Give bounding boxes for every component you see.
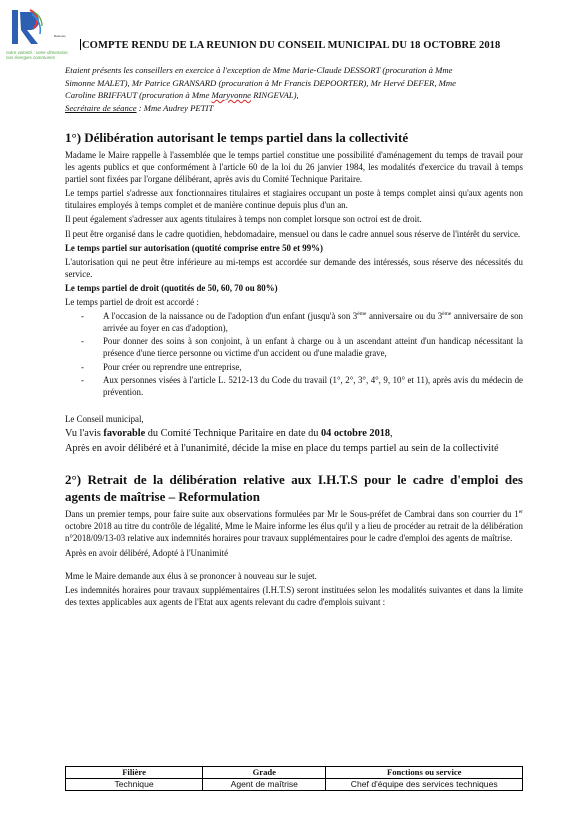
column-header-fonctions: Fonctions ou service bbox=[326, 767, 523, 779]
list-item-text: Aux personnes visées à l'article L. 5212-13 du Code du travail (1°, 2°, 3°, 4°, 9, 10° et 11), après avis du médecin de prévention. bbox=[103, 374, 523, 397]
section-2-paragraph: Mme le Maire demande aux élus à se prononcer à nouveau sur le sujet. bbox=[65, 570, 317, 581]
attendance-line-3-start: Caroline BRIFFAUT (procuration à Mme bbox=[65, 90, 212, 100]
section-1-paragraph: Madame le Maire rappelle à l'assemblée que le temps partiel constitue une possibilité d'aménagement du temps de travail pour les agents publics et que conformément à l'article 60 de la loi du 26 janvier 1984, les modalités d'exercice du travail à temps partiel sont fixées par l'organe délibérant, après avis du Comité Technique Paritaire. bbox=[65, 150, 523, 185]
secretary-label: Secrétaire de séance bbox=[65, 102, 137, 113]
attendance-line-2: Simonne MALET), Mr Patrice GRANSARD (procuration à Mr Francis DEPOORTER), Mr Hervé DEFER, Mme bbox=[65, 77, 457, 88]
table-header-row bbox=[66, 767, 523, 779]
table-row bbox=[66, 779, 523, 791]
conditions-list bbox=[65, 310, 523, 398]
list-item bbox=[81, 361, 523, 373]
section-1-paragraph: Le temps partiel de droit est accordé : bbox=[65, 297, 199, 308]
table-cell: Agent de maîtrise bbox=[203, 779, 326, 791]
council-line: Le Conseil municipal, bbox=[65, 413, 144, 424]
column-header-grade: Grade bbox=[203, 767, 326, 779]
logo-tagline: notre volonté : votre dimension, nos énergies communes bbox=[6, 50, 69, 60]
section-1-paragraph: Le temps partiel s'adresse aux fonctionnaires titulaires et stagiaires occupant un poste à temps complet ainsi qu'aux agents non titulaires employés à temps complet et de manière continue depuis plus d'un an. bbox=[65, 188, 523, 211]
opinion-text: Vu l'avis bbox=[65, 427, 104, 439]
subheading-right: Le temps partiel de droit (quotités de 50, 60, 70 ou 80%) bbox=[65, 282, 278, 293]
superscript: ème bbox=[442, 311, 452, 318]
list-item bbox=[81, 335, 523, 359]
subheading-authorization: Le temps partiel sur autorisation (quotité comprise entre 50 et 99%) bbox=[65, 242, 323, 253]
attendance-line-1: Etaient présents les conseillers en exercice à l'exception de Mme Marie-Claude DESSORT (procuration à Mme bbox=[65, 65, 453, 75]
list-item-text: Pour créer ou reprendre une entreprise, bbox=[103, 361, 242, 372]
section-2-text: octobre 2018 au titre du contrôle de légalité, Mme le Maire informe les élus qu'il y a lieu de procéder au retrait de la délibération n°2018/09/13-03 relative aux indemnités horaires pour travaux supplémentaires pour le cadre d'emploi des agents de maîtrise. bbox=[65, 521, 523, 544]
attendance-block bbox=[65, 64, 523, 114]
section-1-paragraph: Il peut être organisé dans le cadre quotidien, hebdomadaire, mensuel ou dans le cadre annuel sous réserve de l'intérêt du service. bbox=[65, 228, 521, 239]
superscript: er bbox=[518, 509, 523, 516]
list-item-text: anniversaire de son arrivée au foyer en cas d'adoption), bbox=[103, 311, 523, 334]
secretary-value: : Mme Audrey PETIT bbox=[136, 102, 214, 113]
list-item-text: anniversaire ou du 3 bbox=[366, 311, 443, 322]
document-title-text: COMPTE RENDU DE LA REUNION DU CONSEIL MUNICIPAL DU 18 OCTOBRE 2018 bbox=[82, 40, 501, 51]
attendance-line-3-end: RINGEVAL), bbox=[251, 90, 299, 100]
table-cell: Chef d'équipe des services techniques bbox=[326, 779, 523, 791]
opinion-line bbox=[65, 427, 523, 440]
section-2-text: Dans un premier temps, pour faire suite aux observations formulées par Mr le Sous-préfet de Cambrai dans son courrier du 1 bbox=[65, 509, 519, 520]
list-dash: - bbox=[81, 361, 84, 372]
town-logo bbox=[6, 8, 76, 66]
column-header-filiere: Filière bbox=[66, 767, 203, 779]
document-title bbox=[80, 39, 500, 51]
opinion-text: du Comité Technique Paritaire en date du bbox=[145, 427, 321, 439]
minutes-content bbox=[65, 130, 523, 610]
list-dash: - bbox=[81, 336, 84, 347]
logo-name: Raismes bbox=[54, 34, 66, 38]
list-dash: - bbox=[81, 374, 84, 385]
secretary-line bbox=[65, 102, 523, 115]
section-2-paragraph bbox=[65, 508, 523, 544]
section-2-paragraph: Les indemnités horaires pour travaux supplémentaires (I.H.T.S) seront instituées selon les modalités suivantes et dans la limite des textes applicables aux agents de l'Etat aux agents relevant du cadre d'emplois suivant : bbox=[65, 584, 523, 607]
decision-line: Après en avoir délibéré et à l'unanimité, décide la mise en place du temps partiel au sein de la collectivité bbox=[65, 443, 499, 455]
opinion-date: 04 octobre 2018 bbox=[321, 427, 391, 439]
attendance-line-3 bbox=[65, 89, 523, 102]
employment-table bbox=[65, 766, 523, 791]
table-cell: Technique bbox=[66, 779, 203, 791]
opinion-favorable: favorable bbox=[103, 427, 146, 439]
section-2-heading: 2°) Retrait de la délibération relative aux I.H.T.S pour le cadre d'emploi des agents de maîtrise – Reformulation bbox=[65, 472, 523, 505]
section-1-heading: 1°) Délibération autorisant le temps partiel dans la collectivité bbox=[65, 130, 409, 145]
list-item bbox=[81, 310, 523, 334]
list-item bbox=[81, 374, 523, 398]
list-dash: - bbox=[81, 311, 84, 322]
text-cursor bbox=[80, 39, 81, 50]
superscript: ème bbox=[357, 311, 367, 318]
list-item-text: Pour donner des soins à son conjoint, à un enfant à charge ou à un ascendant atteint d'un handicap nécessitant la présence d'une tierce personne ou victime d'un accident ou d'une maladie grave, bbox=[103, 336, 523, 359]
list-item-text: A l'occasion de la naissance ou de l'adoption d'un enfant (jusqu'à son 3 bbox=[103, 311, 358, 322]
section-1-paragraph: Il peut également s'adresser aux agents titulaires à temps non complet lorsque son octroi est de droit. bbox=[65, 214, 422, 225]
raismes-logo-icon bbox=[8, 8, 48, 48]
section-1-paragraph: L'autorisation qui ne peut être inférieure au mi-temps est accordée sur demande des intéressés, sous réserve des nécessités du service. bbox=[65, 256, 523, 279]
opinion-text: , bbox=[390, 427, 393, 439]
section-2-paragraph: Après en avoir délibéré, Adopté à l'Unanimité bbox=[65, 547, 229, 558]
spellcheck-flagged-name: Maryvonne bbox=[211, 90, 252, 100]
